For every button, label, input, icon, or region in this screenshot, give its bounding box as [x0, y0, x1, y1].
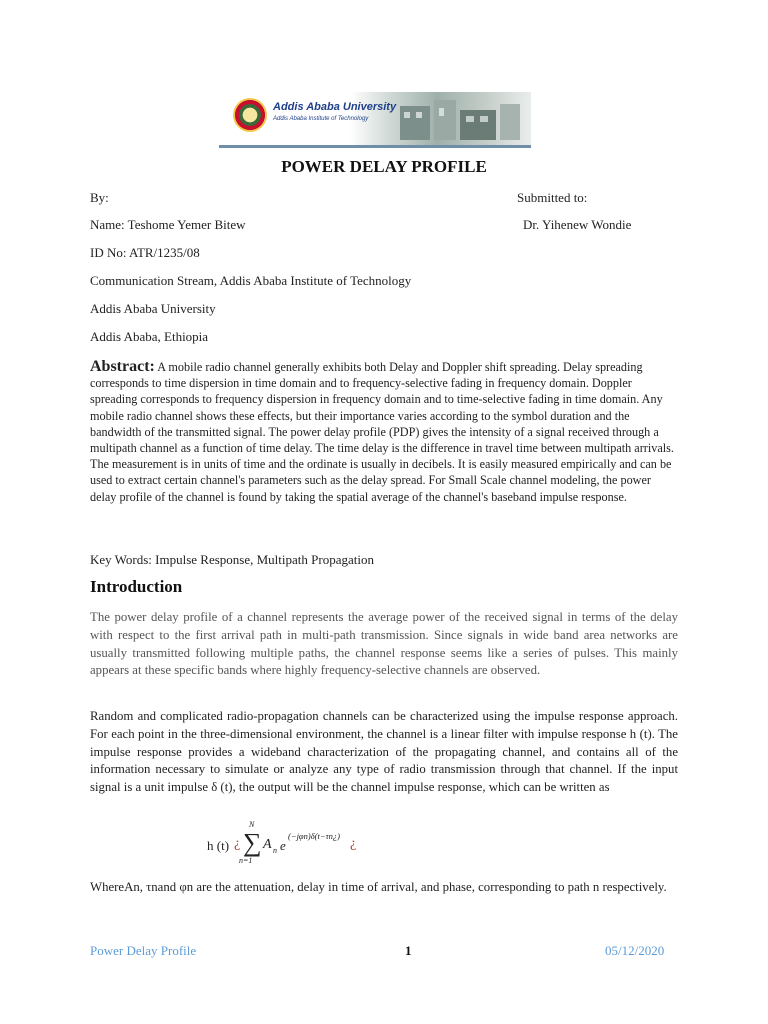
author-university: Addis Ababa University	[90, 301, 216, 316]
equation-exponential: e	[280, 838, 286, 853]
by-label: By:	[90, 190, 109, 205]
equation-sum-lower: n=1	[239, 856, 253, 865]
banner-university-name: Addis Ababa University	[273, 101, 397, 113]
university-seal-icon	[233, 98, 267, 132]
footer-date: 05/12/2020	[605, 943, 665, 958]
author-name: Name: Teshome Yemer Bitew	[90, 217, 246, 232]
document-title: POWER DELAY PROFILE	[281, 157, 487, 176]
equation-lhs: h (t)	[207, 838, 230, 853]
footer-title: Power Delay Profile	[90, 943, 197, 958]
intro-paragraph-3: WhereAn, τnand φn are the attenuation, delay in time of arrival, and phase, corresponding to path n respectively.	[90, 880, 667, 894]
equation-sum-upper: N	[249, 820, 255, 829]
abstract-text: A mobile radio channel generally exhibits both Delay and Doppler shift spreading. Delay spreading corresponds to time dispersion in time domain and to frequency-selective fading in frequency domain. Doppler spreading corresponds to frequency dispersion in frequency domain and to time-selective fading in time domain. Any mobile radio channel shows these effects, but their importance varies according to the symbol duration and the bandwidth of the transmitted signal. The power delay profile (PDP) gives the intensity of a signal received through a multipath channel as a function of time delay. The time delay is the difference in travel time between multipath arrivals. The measurement is in units of time and the ordinate is usually in decibels. It is easily measured empirically and can be used to extract certain channel's parameters such as the delay spread. For Small Scale channel modeling, the power delay profile of the channel is found by taking the spatial average of the channel's baseband impulse response.	[90, 360, 674, 504]
author-id: ID No: ATR/1235/08	[90, 245, 200, 260]
campus-building-image	[394, 96, 524, 140]
equation-marker-2: ¿	[350, 836, 357, 851]
banner-institute-name: Addis Ababa Institute of Technology	[273, 116, 369, 122]
equation-sum-symbol: ∑	[243, 828, 262, 857]
intro-paragraph-2: Random and complicated radio-propagation channels can be characterized using the impulse response approach. For each point in the three-dimensional environment, the channel is a linear filter with impulse response h (t). The impulse response provides a wideband characterization of the propagating channel, and contains all of the information necessary to simulate or analyze any type of radio transmission through that channel. If the input signal is a unit impulse δ (t), the output will be the channel impulse response, which can be written as	[90, 709, 678, 795]
equation-marker-1: ¿	[234, 836, 241, 851]
intro-paragraph-1: The power delay profile of a channel represents the average power of the received signal in terms of the delay with respect to the first arrival path in multi-path transmission. Since signals in wide band area networks are usually transmitted following multiple paths, the channel response seems like a series of pulses. This mainly appears at these specific bands where highly frequency-selective channels are observed.	[90, 610, 678, 678]
abstract-label: Abstract:	[90, 358, 155, 375]
impulse-response-equation	[207, 822, 407, 868]
equation-amplitude: A	[263, 837, 272, 852]
author-stream: Communication Stream, Addis Ababa Institute of Technology	[90, 273, 412, 288]
footer-page-number: 1	[405, 943, 412, 958]
introduction-heading: Introduction	[90, 577, 183, 596]
author-location: Addis Ababa, Ethiopia	[90, 329, 209, 344]
university-banner	[219, 92, 531, 148]
abstract-paragraph	[90, 359, 678, 505]
equation-exponent: (−jφn)δ(t−τn¿)	[288, 831, 340, 841]
supervisor-name: Dr. Yihenew Wondie	[523, 217, 632, 232]
equation-amplitude-subscript: n	[273, 846, 277, 855]
submitted-to-label: Submitted to:	[517, 190, 588, 205]
keywords: Key Words: Impulse Response, Multipath Propagation	[90, 552, 374, 567]
